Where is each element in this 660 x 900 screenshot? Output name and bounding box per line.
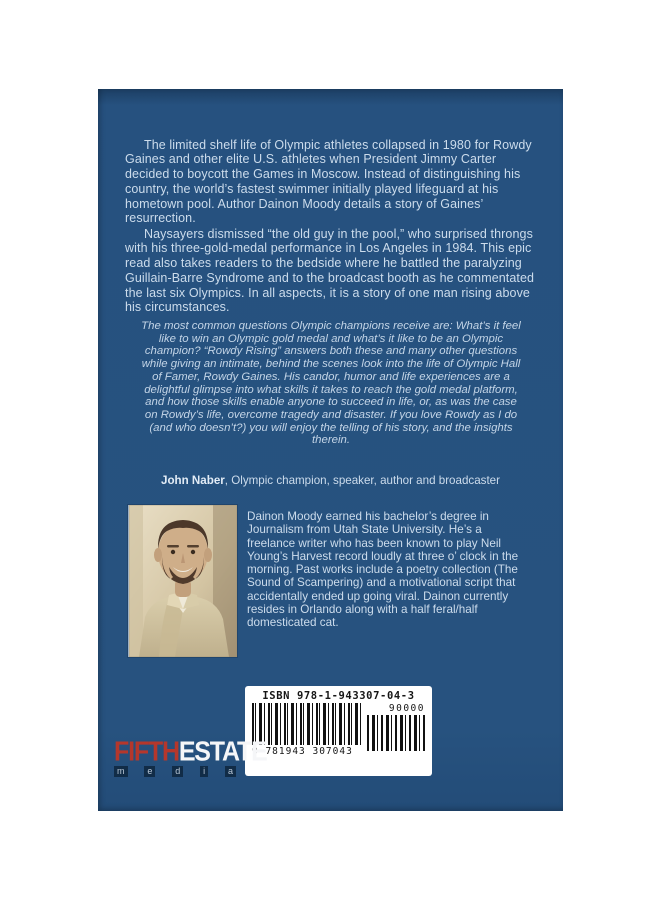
- author-bio: Dainon Moody earned his bachelor’s degree in Journalism from Utah State University. He’s a freelance writer who has been known to play Neil Young’s Harvest record loudly at three o’ clock in the morning. Past works include a poetry collection (The Sound of Scampering) and a motivational script that accidentally ended up going viral. Dainon currently resides in Orlando along with a half feral/half domesticated cat.: [247, 510, 519, 630]
- synopsis-paragraph-1: The limited shelf life of Olympic athletes collapsed in 1980 for Rowdy Gaines and other elite U.S. athletes when President Jimmy Carter decided to boycott the Games in Moscow. Instead of distinguishing his country, the world’s fastest swimmer initially played lifeguard at his hometown pool. Author Dainon Moody details a story of Gaines’ resurrection.: [125, 137, 532, 226]
- review-quote: The most common questions Olympic champions receive are: What’s it feel like to win an Olympic gold medal and what’s it like to be an Olympic champion? “Rowdy Rising” answers both these and many other questions while giving an intimate, behind the scenes look into the life of Olympic Hall of Famer, Rowdy Gaines. His candor, humor and life experiences are a delightful glimpse into what skills it takes to reach the gold medal platform, and how those skills enable anyone to succeed in life, or, as was the case on Rowdy’s life, overcome tragedy and disaster. If you love Rowdy as I do (and who doesn’t?) you will enjoy the telling of his story, and the insights therein.: [141, 320, 521, 447]
- isbn-barcode-block: [245, 686, 432, 776]
- author-photo: [128, 505, 237, 657]
- publisher-media-word: [114, 766, 236, 777]
- ean-barcode-bars: [252, 703, 364, 745]
- synopsis-paragraph-2: Naysayers dismissed “the old guy in the pool,” who surprised throngs with his three-gold-medal performance in Los Angeles in 1984. This epic read also takes readers to the bedside where he battled the paralyzing Guillain-Barre Syndrome and to the broadcast booth as he commentated the last six Olympics. In all aspects, it is a story of one man rising above his circumstances.: [125, 226, 535, 315]
- publisher-name: [114, 735, 267, 768]
- book-back-cover: [98, 89, 563, 811]
- ean-digits: 9 781943 307043: [252, 746, 353, 757]
- media-letter: a: [225, 766, 236, 777]
- publisher-name-estate: ESTATE: [178, 735, 267, 768]
- review-attribution: [98, 474, 563, 487]
- isbn-number: ISBN 978-1-943307-04-3: [262, 690, 415, 702]
- publisher-logo: [114, 735, 267, 777]
- media-letter: m: [114, 766, 128, 777]
- media-letter: i: [200, 766, 208, 777]
- reviewer-title: , Olympic champion, speaker, author and broadcaster: [224, 474, 500, 487]
- media-letter: d: [172, 766, 183, 777]
- barcode-price-code: 90000: [388, 703, 425, 714]
- publisher-name-fifth: FIFTH: [114, 735, 179, 768]
- addon-barcode-bars: [367, 715, 425, 751]
- reviewer-name: John Naber: [161, 474, 225, 487]
- media-letter: e: [144, 766, 155, 777]
